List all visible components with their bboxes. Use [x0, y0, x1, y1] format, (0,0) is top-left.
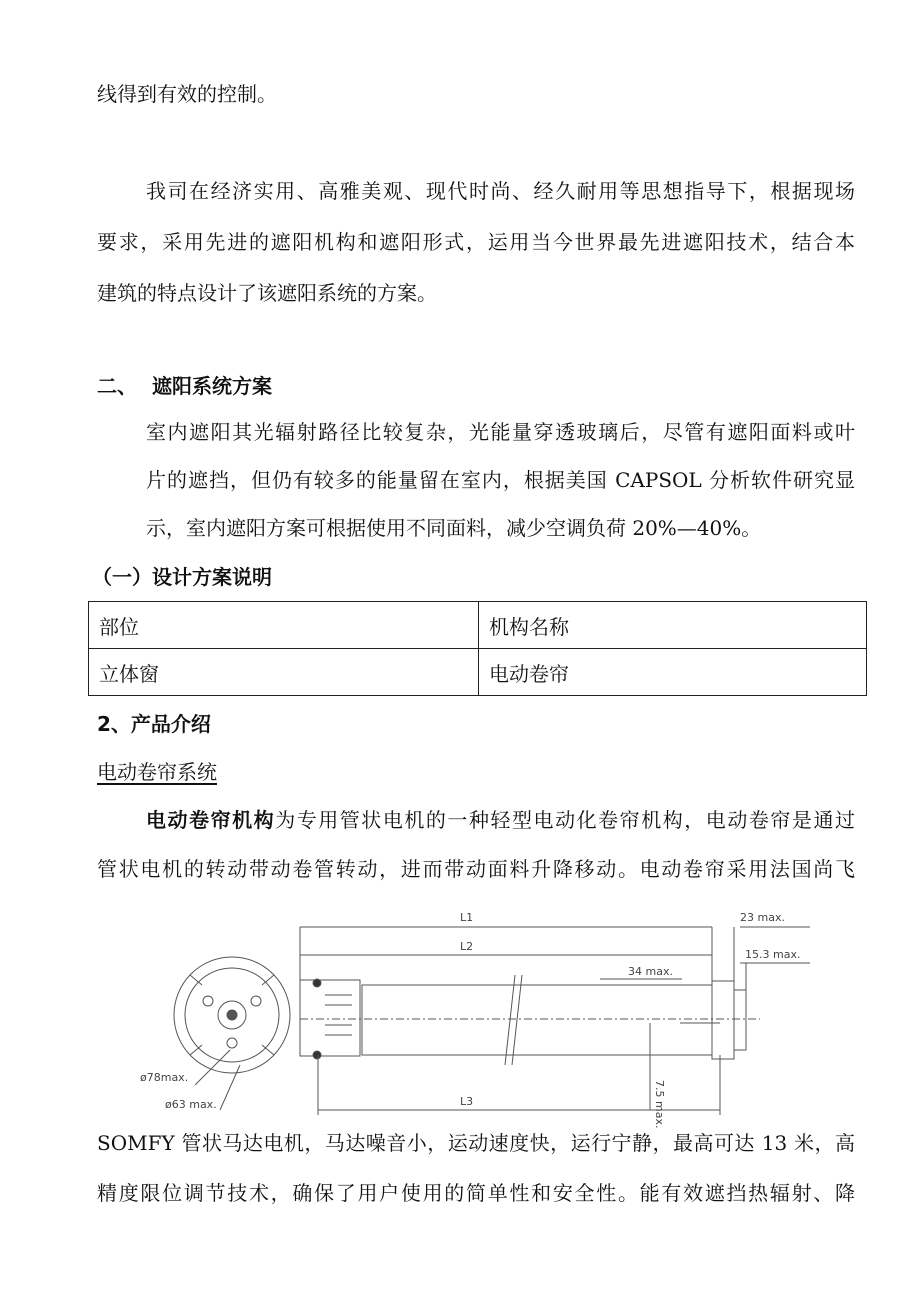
- motor-connector: [734, 990, 746, 1050]
- end-view-hole: [227, 1038, 237, 1048]
- dim-label-L3: L3: [460, 1095, 474, 1108]
- subsection-title: （一）设计方案说明: [92, 565, 272, 589]
- paragraph-line: 示，室内遮阳方案可根据使用不同面料，减少空调负荷 20%—40%。: [146, 516, 762, 540]
- dim-label-phi78: ø78max.: [140, 1071, 189, 1084]
- end-view-shaft: [227, 1010, 237, 1020]
- motor-end-cap: [712, 981, 734, 1059]
- product-section-title: 2、产品介绍: [97, 712, 211, 736]
- motor-head-ribs: [325, 995, 352, 1035]
- dim-label-phi63: ø63 max.: [165, 1098, 217, 1111]
- paragraph-line: 建筑的特点设计了该遮阳系统的方案。: [97, 281, 437, 305]
- table-header-cell: 部位: [89, 602, 479, 649]
- end-view-hole: [203, 996, 213, 1006]
- table-header-row: [89, 602, 867, 649]
- section-title: 遮阳系统方案: [152, 374, 272, 398]
- intro-text: 为专用管状电机的一种轻型电动化卷帘机构，电动卷帘是通过: [275, 808, 855, 832]
- dim-label-34: 34 max.: [628, 965, 673, 978]
- section-number: 二、: [97, 374, 137, 398]
- break-marks: [505, 975, 522, 1065]
- motor-tube: [362, 985, 712, 1055]
- dim-label-15: 15.3 max.: [745, 948, 801, 961]
- bearing-dot: [313, 1051, 321, 1059]
- paragraph-line: 精度限位调节技术，确保了用户使用的简单性和安全性。能有效遮挡热辐射、降: [97, 1181, 855, 1205]
- product-subtitle: 电动卷帘系统: [97, 760, 217, 784]
- paragraph-line: 要求，采用先进的遮阳机构和遮阳形式，运用当今世界最先进遮阳技术，结合本: [97, 230, 855, 254]
- paragraph-line: 线得到有效的控制。: [97, 82, 277, 106]
- paragraph-line: [146, 806, 855, 834]
- design-table: [88, 601, 867, 696]
- paragraph-line: SOMFY 管状马达电机，马达噪音小，运动速度快，运行宁静，最高可达 13 米，高: [97, 1131, 855, 1155]
- end-view-hole: [251, 996, 261, 1006]
- paragraph-line: 我司在经济实用、高雅美观、现代时尚、经久耐用等思想指导下，根据现场: [146, 179, 855, 203]
- intro-bold-term: 电动卷帘机构: [146, 808, 276, 832]
- dim-label-7-5: 7.5 max.: [653, 1080, 666, 1129]
- dim-label-23: 23 max.: [740, 911, 785, 924]
- paragraph-line: 管状电机的转动带动卷管转动，进而带动面料升降移动。电动卷帘采用法国尚飞: [97, 857, 855, 881]
- leader-phi78: [195, 1050, 230, 1085]
- dim-label-L1: L1: [460, 911, 474, 924]
- paragraph-line: 片的遮挡，但仍有较多的能量留在室内，根据美国 CAPSOL 分析软件研究显: [146, 468, 855, 492]
- leader-phi63: [220, 1065, 240, 1110]
- table-cell: 电动卷帘: [479, 649, 867, 696]
- table-header-cell: 机构名称: [479, 602, 867, 649]
- tubular-motor-drawing: [120, 905, 820, 1130]
- paragraph-line: 室内遮阳其光辐射路径比较复杂，光能量穿透玻璃后，尽管有遮阳面料或叶: [146, 420, 855, 444]
- table-cell: 立体窗: [89, 649, 479, 696]
- motor-head: [300, 980, 360, 1056]
- table-row: [89, 649, 867, 696]
- dim-label-L2: L2: [460, 940, 474, 953]
- bearing-dot: [313, 979, 321, 987]
